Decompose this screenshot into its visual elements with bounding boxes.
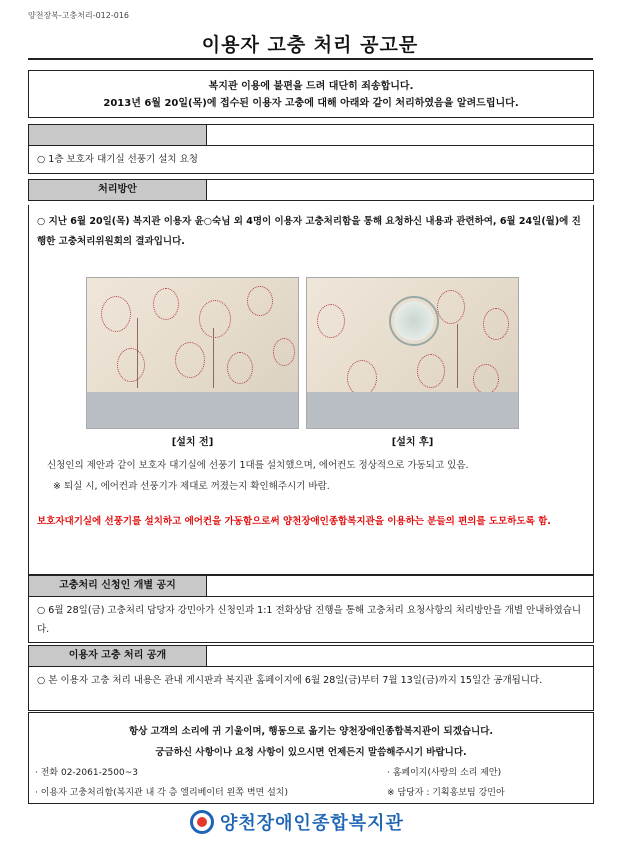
action-highlight: 보호자대기실에 선풍기를 설치하고 에어컨을 가동함으로써 양천장애인종합복지관을 이용하는 분들의 편의를 도모하도록 함. (37, 516, 551, 527)
complaint-header (28, 124, 594, 146)
publish-header (28, 645, 594, 667)
action-paragraph: ○ 지난 6월 20일(목) 복지관 이용자 윤○숙님 외 4명이 이용자 고충처리함을 통해 요청하신 내용과 관련하여, 6월 24일(월)에 진행한 고충처리위원회의 결과입니다. (37, 216, 581, 247)
caption-after: [설치 후] (391, 437, 434, 448)
complaint-body (28, 146, 594, 174)
photo-after (306, 277, 519, 429)
footer-line-2: 궁금하신 사항이나 요청 사항이 있으시면 언제든지 말씀해주시기 바랍니다. (155, 747, 467, 758)
publish-text: ○ 본 이용자 고충 처리 내용은 관내 게시판과 복지관 홈페이지에 6월 28일(금)부터 7월 13일(금)까지 15일간 공개됩니다. (37, 675, 543, 686)
footer-homepage: · 홈페이지(사랑의 소리 제안) (387, 768, 502, 778)
footer-complaint-box: · 이용자 고충처리함(복지관 내 각 층 엘리베이터 왼쪽 벽면 설치) (35, 788, 288, 798)
notify-header (28, 575, 594, 597)
action-header-label: 처리방안 (29, 180, 207, 200)
notify-text: ○ 6월 28일(금) 고충처리 담당자 강민아가 신청인과 1:1 전화상담 진행을 통해 고충처리 요청사항의 처리방안을 개별 안내하였습니다. (37, 605, 582, 635)
action-body (28, 205, 594, 575)
notify-body (28, 597, 594, 643)
intro-box (28, 70, 594, 118)
footer-contact: ※ 담당자 : 기획홍보팀 강민아 (387, 788, 505, 798)
logo-text: 양천장애인종합복지관 (220, 813, 404, 834)
action-result (47, 455, 469, 497)
footer-box (28, 712, 594, 804)
title-divider (28, 58, 593, 60)
complaint-text: ○ 1층 보호자 대기실 선풍기 설치 요청 (37, 154, 198, 165)
publish-header-label: 이용자 고충 처리 공개 (29, 646, 207, 666)
action-result-text: 신청인의 제안과 같이 보호자 대기실에 선풍기 1대를 설치했으며, 에어컨도 정상적으로 가동되고 있음. (47, 460, 469, 471)
action-note: ※ 퇴실 시, 에어컨과 선풍기가 제대로 꺼졌는지 확인해주시기 바람. (53, 481, 330, 492)
publish-body (28, 667, 594, 711)
action-header (28, 179, 594, 201)
caption-before: [설치 전] (171, 437, 214, 448)
complaint-header-label (29, 125, 207, 145)
notify-header-label: 고충처리 신청인 개별 공지 (29, 576, 207, 596)
document-code: 양천장복-고충처리-012-016 (28, 11, 130, 20)
photo-before (86, 277, 299, 429)
intro-line-1: 복지관 이용에 불편을 드려 대단히 죄송합니다. (208, 81, 414, 92)
page-title: 이용자 고충 처리 공고문 (201, 34, 419, 56)
footer-line-1: 항상 고객의 소리에 귀 기울이며, 행동으로 옮기는 양천장애인종합복지관이 되겠습니다. (128, 726, 494, 737)
fan-icon (389, 296, 439, 346)
footer-phone: · 전화 02-2061-2500~3 (35, 768, 138, 778)
logo-icon (190, 810, 214, 834)
organization-logo (190, 808, 404, 836)
intro-line-2: 2013년 6월 20일(목)에 접수된 이용자 고충에 대해 아래와 같이 처리하였음을 알려드립니다. (103, 98, 519, 109)
